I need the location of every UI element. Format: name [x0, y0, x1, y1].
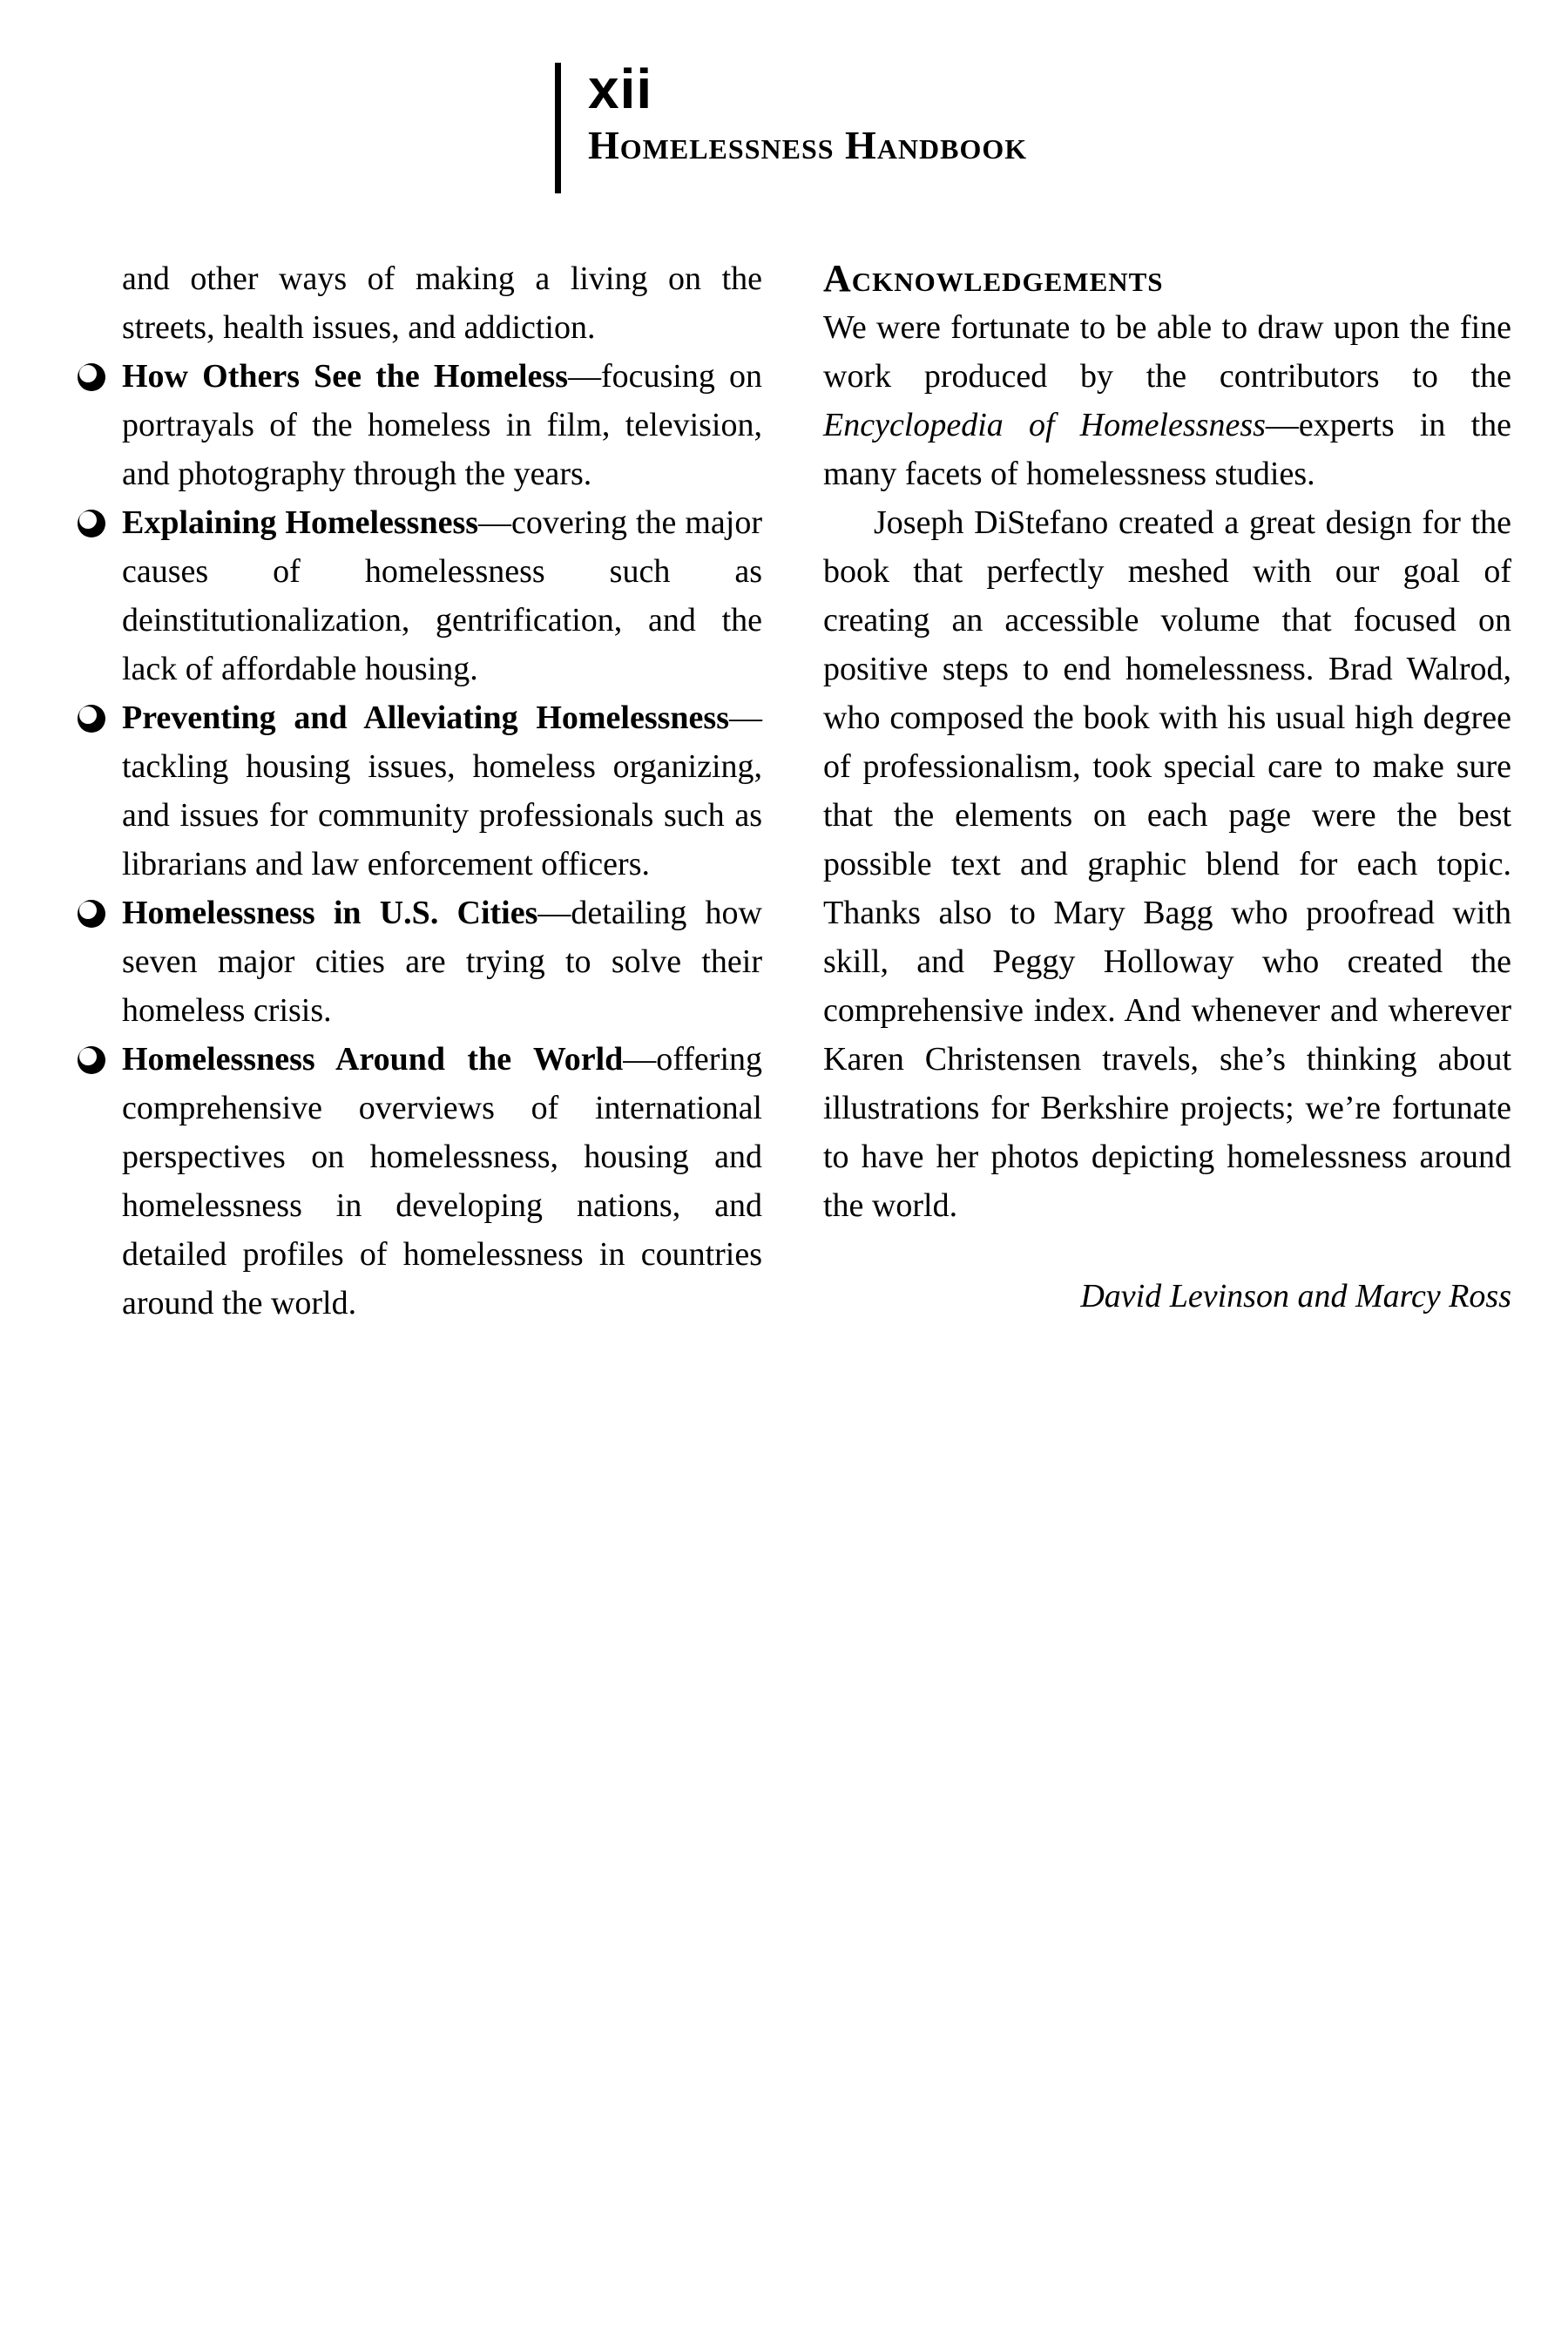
continuation-paragraph: and other ways of making a living on the streets, health issues, and addiction. [122, 260, 762, 346]
cited-book-title: Encyclopedia of Homelessness [823, 407, 1266, 443]
topic-description: —tackling housing issues, homeless organizing, and issues for community professionals such as librarians and law enforcement officers. [122, 700, 762, 882]
topic-description: —focusing on portrayals of the homeless in film, television, and photography through the years. [122, 358, 762, 492]
topic-title: Homelessness Around the World [122, 1041, 624, 1078]
header-text-block [588, 57, 1028, 193]
topic-list [78, 352, 762, 1328]
page-number: xii [588, 57, 653, 120]
list-item [78, 1035, 762, 1328]
book-title: Homelessness Handbook [588, 123, 1028, 167]
paragraph-text: We were fortunate to be able to draw upon the fine work produced by the contributors to the [823, 309, 1511, 395]
acknowledgements-paragraph-2: Joseph DiStefano created a great design for the book that perfectly meshed with our goal of creating an accessible volume that focused on positive steps to end homelessness. Brad Walrod, who composed the book with his usual high degree of professionalism, took special care to make sure that the elements on each page were the best possible text and graphic blend for each topic. Thanks also to Mary Bagg who proofread with skill, and Peggy Holloway who created the comprehensive index. And whenever and wherever Karen Christensen travels, she’s thinking about illustrations for Berkshire projects; we’re fortunate to have her photos depicting homelessness around the world. [823, 504, 1511, 1224]
left-column [78, 254, 762, 1328]
topic-title: Explaining Homelessness [122, 504, 479, 541]
topic-title: How Others See the Homeless [122, 358, 568, 395]
list-item [78, 498, 762, 693]
shadowed-circle-bullet-icon [78, 900, 105, 928]
right-column [823, 254, 1511, 1321]
topic-description: —offering comprehensive overviews of international perspectives on homelessness, housing and homelessness in developing nations, and detailed profiles of homelessness in countries around the world. [122, 1041, 762, 1321]
topic-description: —covering the major causes of homelessness such as deinstitutionalization, gentrification, and the lack of affordable housing. [122, 504, 762, 687]
acknowledgements-paragraph-1 [823, 303, 1511, 498]
acknowledgements-heading: Acknowledgements [823, 257, 1164, 300]
running-head [555, 57, 1028, 193]
topic-title: Homelessness in U.S. Cities [122, 895, 538, 931]
topic-description: —detailing how seven major cities are trying to solve their homeless crisis. [122, 895, 762, 1029]
paragraph-text: —experts in the many facets of homelessness studies. [823, 407, 1512, 492]
header-vertical-rule [555, 63, 561, 193]
topic-title: Preventing and Alleviating Homelessness [122, 700, 729, 736]
author-signature: David Levinson and Marcy Ross [1080, 1278, 1511, 1315]
shadowed-circle-bullet-icon [78, 705, 105, 733]
list-item [78, 693, 762, 889]
list-item [78, 352, 762, 498]
list-item [78, 889, 762, 1035]
shadowed-circle-bullet-icon [78, 1046, 105, 1074]
shadowed-circle-bullet-icon [78, 510, 105, 537]
shadowed-circle-bullet-icon [78, 363, 105, 391]
